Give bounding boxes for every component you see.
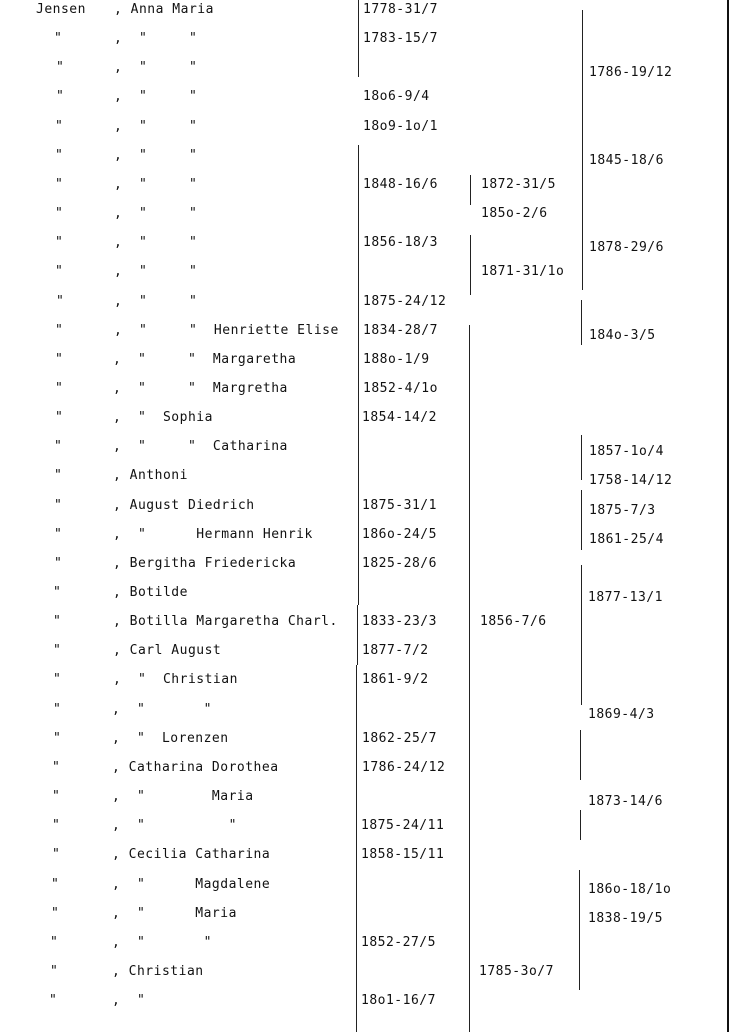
surname-cell: " [52, 818, 61, 834]
date-column-2-cell: 1785-3o/7 [479, 963, 554, 979]
given-name-cell: , " Sophia [113, 410, 213, 426]
date-column-3-cell: 1873-14/6 [588, 794, 663, 810]
surname-cell: Jensen [36, 2, 86, 17]
given-name-cell: , " " [112, 818, 237, 834]
given-name-cell: , " " Catharina [113, 439, 288, 455]
date-column-1-cell: 1825-28/6 [362, 555, 437, 571]
given-name-cell: , " Lorenzen [112, 730, 229, 746]
surname-cell: " [53, 730, 62, 746]
date-column-3-cell: 1838-19/5 [588, 910, 663, 926]
given-name-cell: , " " [114, 31, 198, 47]
date-column-3-cell: 1875-7/3 [589, 502, 656, 518]
given-name-cell: , " " [114, 118, 198, 134]
surname-cell: " [52, 759, 61, 775]
given-name-cell: , " " [114, 89, 198, 105]
date-column-3-cell: 1861-25/4 [589, 531, 664, 547]
column-rule [358, 145, 359, 605]
surname-cell: " [56, 89, 65, 105]
given-name-cell: , " " [114, 235, 198, 251]
date-column-2-cell: 185o-2/6 [481, 206, 548, 222]
column-rule [581, 490, 582, 550]
surname-cell: " [54, 31, 63, 47]
given-name-cell: , " Christian [113, 672, 238, 688]
given-name-cell: , " " Margretha [113, 380, 288, 396]
surname-cell: " [51, 876, 60, 892]
surname-cell: " [55, 380, 64, 396]
date-column-1-cell: 1856-18/3 [363, 235, 438, 251]
column-rule [580, 730, 581, 780]
date-column-1-cell: 186o-24/5 [362, 526, 437, 542]
surname-cell: " [55, 351, 64, 367]
column-rule [469, 325, 470, 1032]
date-column-1-cell: 1786-24/12 [362, 759, 446, 775]
column-rule [580, 810, 581, 840]
given-name-cell: , " " [114, 60, 198, 76]
column-rule [357, 605, 358, 665]
date-column-1-cell: 1854-14/2 [362, 410, 437, 426]
date-column-3-cell: 1786-19/12 [589, 65, 673, 81]
surname-cell: " [52, 847, 61, 863]
date-column-1-cell: 1875-24/12 [363, 293, 447, 309]
given-name-cell: , " " [114, 147, 198, 163]
surname-cell: " [53, 643, 62, 659]
date-column-1-cell: 1852-4/1o [363, 380, 438, 396]
date-column-1-cell: 1875-24/11 [361, 818, 445, 834]
surname-cell: " [50, 934, 59, 950]
surname-cell: " [55, 264, 64, 280]
given-name-cell: , " " [114, 264, 198, 280]
given-name-cell: , Catharina Dorothea [112, 759, 279, 775]
date-column-1-cell: 1877-7/2 [362, 643, 429, 659]
surname-cell: " [53, 701, 62, 717]
date-column-1-cell: 1861-9/2 [362, 672, 429, 688]
date-column-1-cell: 18o1-16/7 [361, 993, 436, 1009]
given-name-cell: , August Diedrich [113, 497, 255, 513]
date-column-3-cell: 1877-13/1 [588, 590, 663, 605]
surname-cell: " [55, 322, 64, 338]
date-column-1-cell: 1783-15/7 [363, 31, 438, 47]
column-rule [581, 565, 582, 705]
surname-cell: " [55, 410, 64, 426]
surname-cell: " [54, 555, 63, 571]
date-column-1-cell: 1778-31/7 [363, 2, 438, 17]
given-name-cell: , " " [114, 176, 198, 192]
date-column-2-cell: 1872-31/5 [481, 176, 556, 192]
given-name-cell: , Botilla Margaretha Charl. [113, 614, 338, 630]
date-column-1-cell: 1848-16/6 [363, 176, 438, 192]
surname-cell: " [54, 497, 63, 513]
date-column-1-cell: 1834-28/7 [363, 322, 438, 338]
date-column-1-cell: 1858-15/11 [361, 847, 445, 863]
surname-cell: " [53, 672, 62, 688]
given-name-cell: , " Hermann Henrik [113, 526, 313, 542]
surname-cell: " [54, 468, 63, 484]
surname-cell: " [53, 585, 62, 600]
date-column-1-cell: 1875-31/1 [362, 497, 437, 513]
date-column-3-cell: 1878-29/6 [589, 240, 664, 256]
date-column-1-cell: 1852-27/5 [361, 934, 436, 950]
date-column-3-cell: 1857-1o/4 [589, 444, 664, 460]
surname-cell: " [56, 293, 65, 309]
given-name-cell: , " " [114, 206, 198, 222]
surname-cell: " [49, 993, 58, 1009]
column-rule [581, 435, 582, 480]
given-name-cell: , Bergitha Friedericka [113, 555, 297, 571]
given-name-cell: , Cecilia Catharina [112, 847, 271, 863]
surname-cell: " [50, 963, 59, 979]
surname-cell: " [55, 176, 64, 192]
column-rule [470, 175, 471, 205]
date-column-3-cell: 1845-18/6 [589, 152, 664, 168]
date-column-2-cell: 1871-31/1o [481, 264, 565, 280]
surname-cell: " [53, 614, 62, 630]
surname-cell: " [56, 60, 65, 76]
surname-cell: " [55, 206, 64, 222]
date-column-3-cell: 186o-18/1o [588, 881, 672, 897]
column-rule [582, 10, 583, 290]
surname-cell: " [54, 439, 63, 455]
given-name-cell: , " Magdalene [112, 876, 271, 892]
surname-cell: " [55, 235, 64, 251]
surname-cell: " [51, 905, 60, 921]
date-column-2-cell: 1856-7/6 [480, 614, 547, 630]
given-name-cell: , Anna Maria [114, 2, 214, 17]
given-name-cell: , " Maria [112, 789, 254, 805]
surname-cell: " [52, 789, 61, 805]
date-column-1-cell: 1833-23/3 [362, 614, 437, 630]
given-name-cell: , " " Margaretha [113, 351, 297, 367]
column-rule [470, 235, 471, 295]
column-rule [581, 300, 582, 345]
surname-cell: " [55, 147, 64, 163]
date-column-3-cell: 1869-4/3 [588, 706, 655, 722]
date-column-1-cell: 188o-1/9 [363, 351, 430, 367]
page-edge-rule [727, 0, 729, 1032]
given-name-cell: , Anthoni [113, 468, 188, 484]
surname-cell: " [55, 118, 64, 134]
column-rule [358, 0, 359, 77]
date-column-1-cell: 18o6-9/4 [363, 89, 430, 105]
surname-cell: " [54, 526, 63, 542]
date-column-1-cell: 1862-25/7 [362, 730, 437, 746]
given-name-cell: , " " Henriette Elise [114, 322, 339, 338]
given-name-cell: , " [112, 993, 146, 1009]
given-name-cell: , " " [114, 293, 198, 309]
column-rule [579, 870, 580, 990]
given-name-cell: , Carl August [113, 643, 222, 659]
given-name-cell: , " Maria [112, 905, 237, 921]
given-name-cell: , Botilde [113, 585, 188, 600]
column-rule [356, 665, 357, 1032]
given-name-cell: , " " [112, 701, 212, 717]
given-name-cell: , " " [112, 934, 212, 950]
given-name-cell: , Christian [112, 963, 204, 979]
date-column-1-cell: 18o9-1o/1 [363, 118, 438, 134]
date-column-3-cell: 1758-14/12 [589, 473, 673, 489]
date-column-3-cell: 184o-3/5 [589, 327, 656, 343]
